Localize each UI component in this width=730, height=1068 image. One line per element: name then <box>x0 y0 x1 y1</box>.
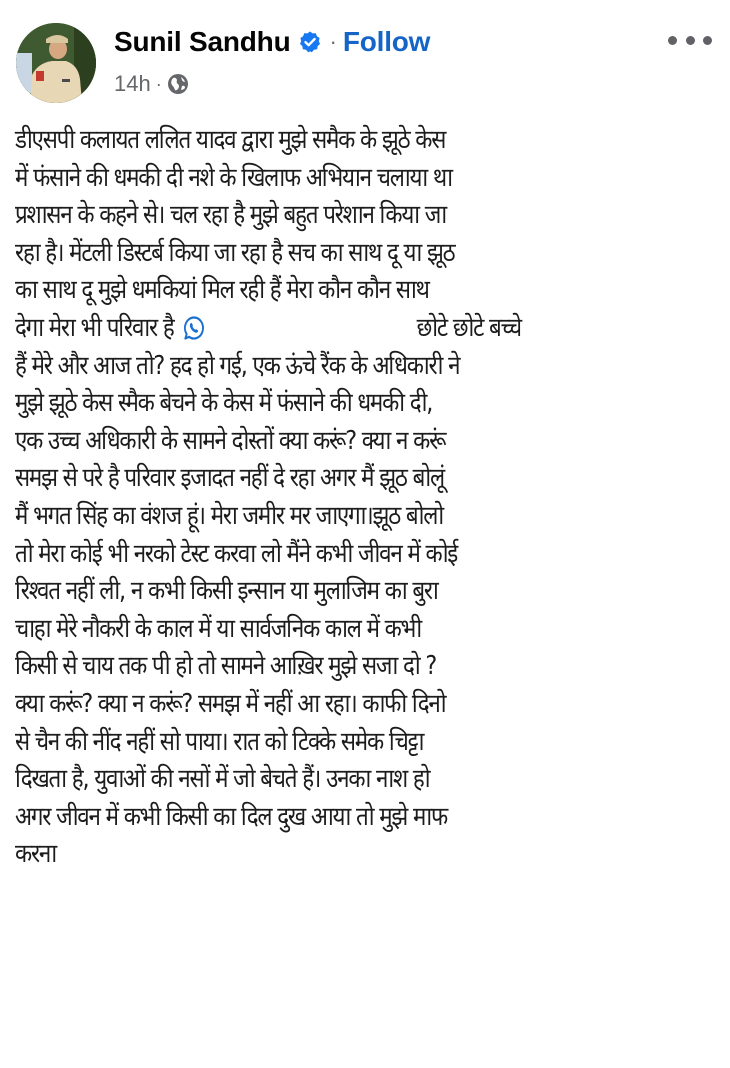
post-header <box>0 0 730 115</box>
post-timestamp[interactable]: 14h <box>114 71 151 96</box>
post-text-line: से चैन की नींद नहीं सो पाया। रात को टिक्के समेक चिट्टा <box>15 726 424 757</box>
redacted-link-text[interactable] <box>211 314 411 340</box>
post-text-line: दिखता है, युवाओं की नसों में जो बेचते हैं। उनका नाश हो <box>15 764 430 795</box>
post-text-line: किसी से चाय तक पी हो तो सामने आख़िर मुझे सजा दो ? <box>15 651 436 682</box>
post-text-segment: छोटे छोटे बच्चे <box>416 312 521 343</box>
more-dot-icon <box>703 36 712 45</box>
post-text-line: रहा है। मेंटली डिस्टर्ब किया जा रहा है सच का साथ दू या झूठ <box>15 237 455 268</box>
post-text-line: का साथ दू मुझे धमकियां मिल रही हैं मेरा कौन कौन साथ <box>15 275 429 306</box>
post-text-line: मुझे झूठे केस स्मैक बेचने के केस में फंसाने की धमकी दी, <box>15 388 433 419</box>
post-text-line: समझ से परे है परिवार इजादत नहीं दे रहा अगर मैं झूठ बोलूं <box>15 463 444 494</box>
verified-badge-icon <box>298 30 322 54</box>
author-avatar[interactable] <box>16 23 96 103</box>
post-body <box>15 122 721 874</box>
post-meta <box>114 69 189 99</box>
post-text-segment: देगा मेरा भी परिवार है <box>15 312 174 343</box>
post-text-line: रिश्वत नहीं ली, न कभी किसी इन्सान या मुलाजिम का बुरा <box>15 576 438 607</box>
post-text-line: तो मेरा कोई भी नरको टेस्ट करवा लो मैंने कभी जीवन में कोई <box>15 538 458 569</box>
post-text-line: प्रशासन के कहने से। चल रहा है मुझे बहुत परेशान किया जा <box>15 200 446 231</box>
author-row <box>114 24 430 60</box>
post-text-line: अगर जीवन में कभी किसी का दिल दुख आया तो मुझे माफ <box>15 801 448 832</box>
whatsapp-icon[interactable] <box>183 315 205 341</box>
post-text-line: करना <box>15 839 56 870</box>
more-dot-icon <box>686 36 695 45</box>
post-text-line: डीएसपी कलायत ललित यादव द्वारा मुझे समैक के झूठे केस <box>15 125 446 155</box>
meta-separator: · <box>155 73 162 94</box>
avatar-image <box>16 23 96 103</box>
globe-icon[interactable] <box>167 73 189 95</box>
post-text-line: एक उच्च अधिकारी के सामने दोस्तों क्या करूं? क्या न करूं <box>15 425 446 456</box>
post-text-line: हैं मेरे और आज तो? हद हो गई, एक ऊंचे रैंक के अधिकारी ने <box>15 350 460 381</box>
more-dot-icon <box>668 36 677 45</box>
post-text-line: मैं भगत सिंह का वंशज हूं। मेरा जमीर मर जाएगा।झूठ बोलो <box>15 500 444 531</box>
author-name[interactable]: Sunil Sandhu <box>114 26 291 57</box>
follow-button[interactable]: Follow <box>342 26 431 57</box>
header-separator: · <box>329 29 337 54</box>
more-options-button[interactable] <box>668 30 712 50</box>
post-text-line-with-link <box>15 310 622 348</box>
post-text-line: क्या करूं? क्या न करूं? समझ में नहीं आ रहा। काफी दिनो <box>15 688 446 719</box>
post-text-line: चाहा मेरे नौकरी के काल में या सार्वजनिक काल में कभी <box>15 613 421 644</box>
post-text-line: में फंसाने की धमकी दी नशे के खिलाफ अभियान चलाया था <box>15 162 452 193</box>
